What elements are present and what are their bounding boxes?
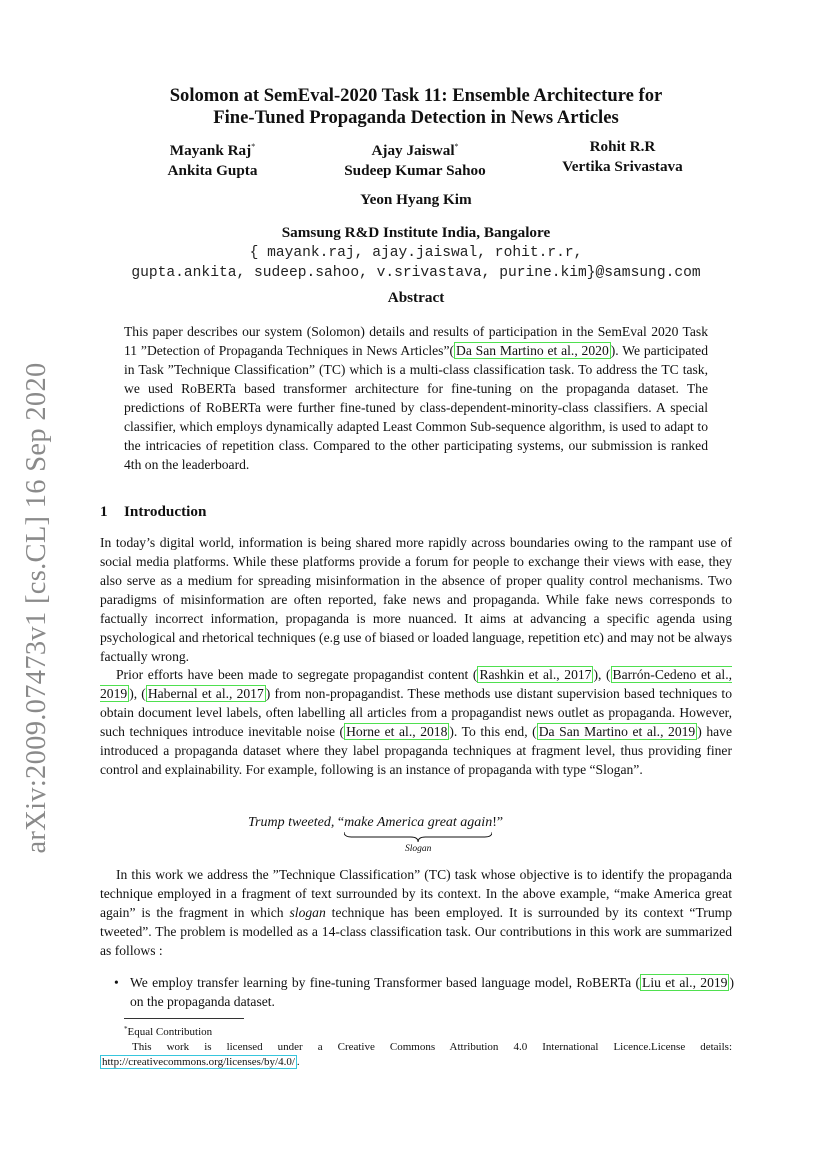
author-column-1	[140, 137, 285, 180]
section-title: Introduction	[124, 503, 207, 520]
paragraph-text: ), (	[593, 667, 611, 682]
paragraph-text: ) from non-propagandist. These methods use distant supervision based techniques to obtain document level labels, often labelling all articles from a propagandist news outlet as propaganda. However, such techniques introduce inevitable noise (	[100, 686, 732, 739]
citation-link[interactable]: Horne et al., 2018	[346, 724, 448, 739]
footnote-equal-contribution	[100, 1022, 732, 1040]
paragraph-text: technique has been employed. It is surrounded by its context “Trump tweeted”. The problem is modelled as a 14-class classification task. Our contributions in this work are summarized as follows :	[100, 905, 732, 958]
equation-fragment-text: make America great again	[344, 815, 493, 830]
paragraph-text: Prior efforts have been made to segregate propagandist content (	[116, 667, 478, 682]
abstract-text-part: ). We participated in Task ”Technique Classification” (TC) which is a multi-class classification task. To address the TC task, we used RoBERTa based transformer architecture for fine-tuning on the propaganda dataset. The predictions of RoBERTa were further fine-tuned by class-dependent-minority-class classifiers. A special classifier, which employs dynamically adapted Least Common Sub-sequence algorithm, is used to adapt to the intricacies of repetition class. Compared to the other participating systems, our submission is ranked 4th on the leaderboard.	[124, 343, 708, 472]
abstract-text-part: This paper describes our system (Solomon) details and results of participation in the SemEval 2020 Task 11 ”Detection of Propaganda Techniques in News Articles”(	[124, 324, 708, 358]
paper-title-line-1: Solomon at SemEval-2020 Task 11: Ensemble Architecture for	[169, 85, 663, 106]
arxiv-identifier	[12, 361, 62, 854]
list-item-text: We employ transfer learning by fine-tuning Transformer based language model, RoBERTa (	[130, 975, 641, 990]
paragraph-text: In today’s digital world, information is being shared more rapidly across boundaries owing to the rampant use of social media platforms. While these platforms provide a forum for people to exchange their views with ease, they also serve as a medium for spreading misinformation in the absence of proper quality control mechanisms. Two paradigms of misinformation are often reported, fake news and propaganda. While fake news corresponds to factually incorrect information, propaganda is more nuanced. It aims at advancing a specific agenda using psychological and rhetorical techniques (e.g use of biased or loaded language, repetition etc) and may not be always factually wrong.	[100, 535, 732, 664]
underbrace-label: Slogan	[404, 844, 432, 854]
footnotes	[100, 1022, 732, 1070]
paragraph-text: ). To this end, (	[449, 724, 537, 739]
author-name: Ajay Jaiswal	[371, 142, 455, 159]
footnote-marker: *	[124, 1025, 128, 1033]
equation-open-quote: “	[337, 815, 345, 830]
citation-link[interactable]: Barrón-Cedeno et al., 2019	[100, 667, 733, 701]
author-name: Mayank Raj	[169, 142, 252, 159]
paper-title-line-2: Fine-Tuned Propaganda Detection in News Articles	[213, 107, 619, 128]
footnote-divider	[124, 1018, 244, 1019]
author-name: Ankita Gupta	[167, 161, 258, 179]
section-heading	[100, 503, 206, 521]
citation-link[interactable]: Habernal et al., 2017	[147, 686, 264, 701]
emphasis-text: slogan	[289, 905, 326, 920]
paragraph	[100, 665, 732, 779]
arxiv-identifier-text: arXiv:2009.07473v1 [cs.CL] 16 Sep 2020	[21, 361, 52, 854]
equal-contribution-marker: *	[251, 142, 256, 151]
equation-close: !”	[492, 815, 504, 830]
list-item	[114, 973, 734, 1011]
underbrace-icon	[344, 832, 492, 842]
abstract-heading: Abstract	[387, 289, 445, 306]
author-name: Yeon Hyang Kim	[360, 191, 472, 208]
email-line-2: gupta.ankita, sudeep.sahoo, v.srivastava, purine.kim}@samsung.com	[131, 264, 701, 281]
license-url-link[interactable]: http://creativecommons.org/licenses/by/4.0/	[102, 1056, 295, 1068]
citation-link[interactable]: Liu et al., 2019	[642, 975, 728, 990]
paragraph-text: ), (	[129, 686, 146, 701]
paragraph	[100, 865, 732, 960]
author-column-2	[310, 137, 520, 180]
footnote-license	[100, 1040, 732, 1070]
section-number: 1	[100, 503, 108, 520]
contribution-list	[114, 973, 734, 1011]
equation-prefix: Trump tweeted,	[248, 815, 335, 830]
email-line-1: { mayank.raj, ajay.jaiswal, rohit.r.r,	[249, 245, 583, 261]
author-name: Vertika Srivastava	[562, 157, 683, 175]
equation-fragment	[344, 815, 493, 854]
affiliation: Samsung R&D Institute India, Bangalore	[281, 224, 551, 241]
paragraph-text: ) have introduced a propaganda dataset where they label propaganda techniques at fragment level, thus providing finer control and explainability. For example, following is an instance of propaganda with type “Slogan”.	[100, 724, 732, 777]
example-equation	[248, 815, 504, 854]
citation-link[interactable]: Da San Martino et al., 2020	[456, 343, 609, 358]
equal-contribution-marker: *	[454, 142, 459, 151]
citation-link[interactable]: Da San Martino et al., 2019	[538, 724, 696, 739]
paper-title	[100, 85, 732, 129]
author-emails	[80, 244, 752, 283]
footnote-text: This work is licensed under a Creative Commons Attribution 4.0 International Licence.License details:	[132, 1041, 732, 1053]
footnote-text: .	[296, 1056, 300, 1068]
paragraph	[100, 533, 732, 666]
author-name: Rohit R.R	[589, 138, 656, 155]
author-name: Sudeep Kumar Sahoo	[344, 161, 486, 179]
citation-link[interactable]: Rashkin et al., 2017	[479, 667, 592, 682]
paragraph-text: In this work we address the ”Technique Classification” (TC) task whose objective is to identify the propaganda technique employed in a fragment of text surrounded by its context. In the above example, “make America great again” is the fragment in which	[100, 867, 732, 920]
list-item-text: ) on the propaganda dataset.	[130, 975, 734, 1009]
abstract-text	[124, 322, 708, 474]
footnote-text: Equal Contribution	[127, 1026, 213, 1038]
author-column-3	[545, 137, 700, 176]
